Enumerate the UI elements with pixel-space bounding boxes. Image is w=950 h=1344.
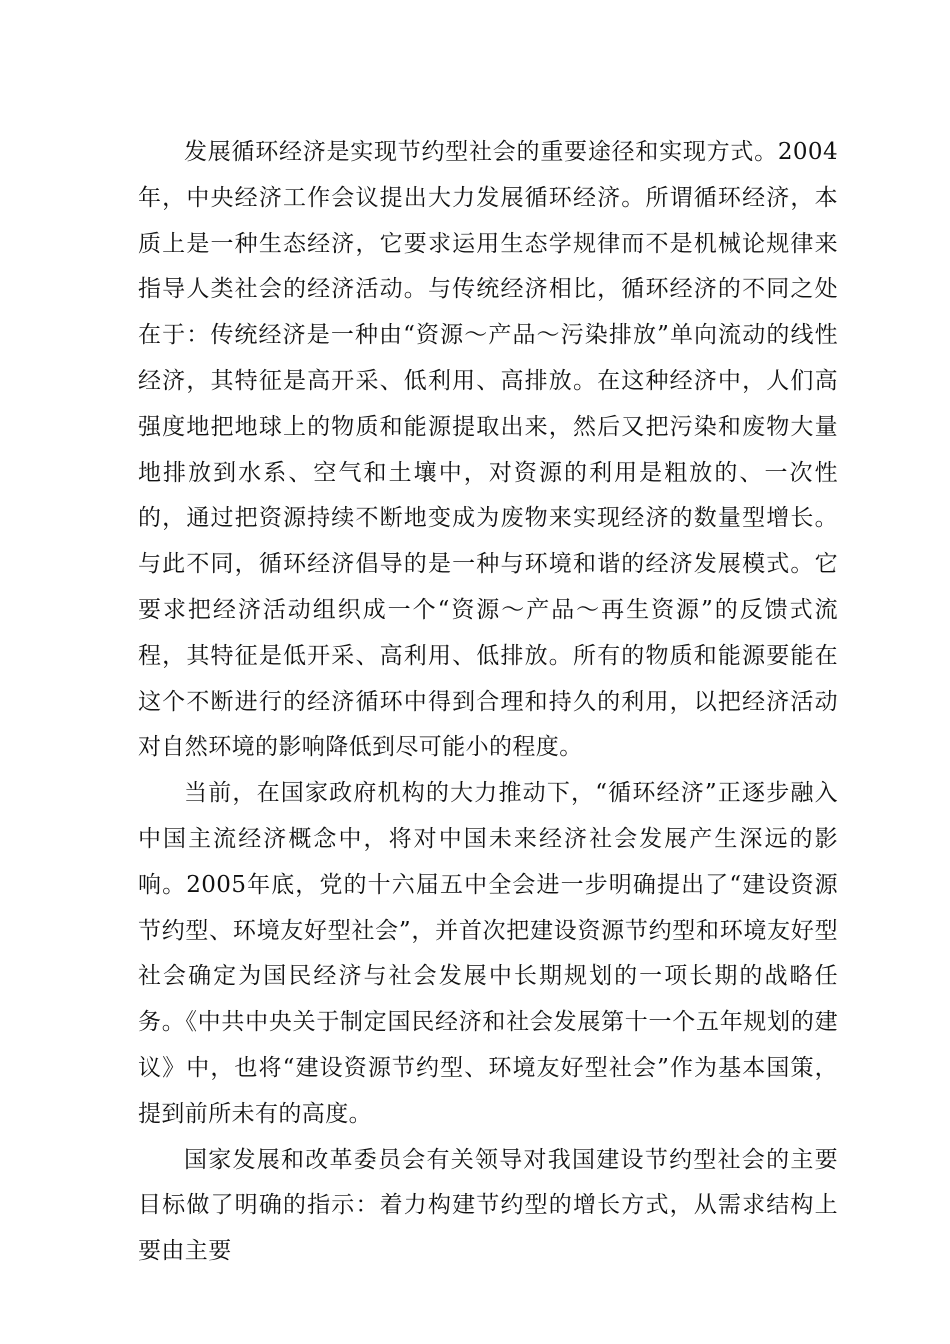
paragraph-circular-economy: 发展循环经济是实现节约型社会的重要途径和实现方式。2004年，中央经济工作会议提出大力发展循环经济。所谓循环经济，本质上是一种生态经济，它要求运用生态学规律而不是机械论规律来指导人类社会的经济活动。与传统经济相比，循环经济的不同之处在于：传统经济是一种由“资源～产品～污染排放”单向流动的线性经济，其特征是高开采、低利用、高排放。在这种经济中，人们高强度地把地球上的物质和能源提取出来，然后又把污染和废物大量地排放到水系、空气和土壤中，对资源的利用是粗放的、一次性的，通过把资源持续不断地变成为废物来实现经济的数量型增长。与此不同，循环经济倡导的是一种与环境和谐的经济发展模式。它要求把经济活动组织成一个“资源～产品～再生资源”的反馈式流程，其特征是低开采、高利用、低排放。所有的物质和能源要能在这个不断进行的经济循环中得到合理和持久的利用，以把经济活动对自然环境的影响降低到尽可能小的程度。: [138, 139, 838, 761]
paragraph-ndrc-goals: 国家发展和改革委员会有关领导对我国建设节约型社会的主要目标做了明确的指示：着力构建节约型的增长方式，从需求结构上要由主要: [138, 1146, 838, 1265]
document-body: [138, 130, 838, 1275]
paragraph-national-policy: 当前，在国家政府机构的大力推动下，“循环经济”正逐步融入中国主流经济概念中，将对中国未来经济社会发展产生深远的影响。2005年底，党的十六届五中全会进一步明确提出了“建设资源节约型、环境友好型社会”，并首次把建设资源节约型和环境友好型社会确定为国民经济与社会发展中长期规划的一项长期的战略任务。《中共中央关于制定国民经济和社会发展第十一个五年规划的建议》中，也将“建设资源节约型、环境友好型社会”作为基本国策，提到前所未有的高度。: [138, 780, 838, 1127]
